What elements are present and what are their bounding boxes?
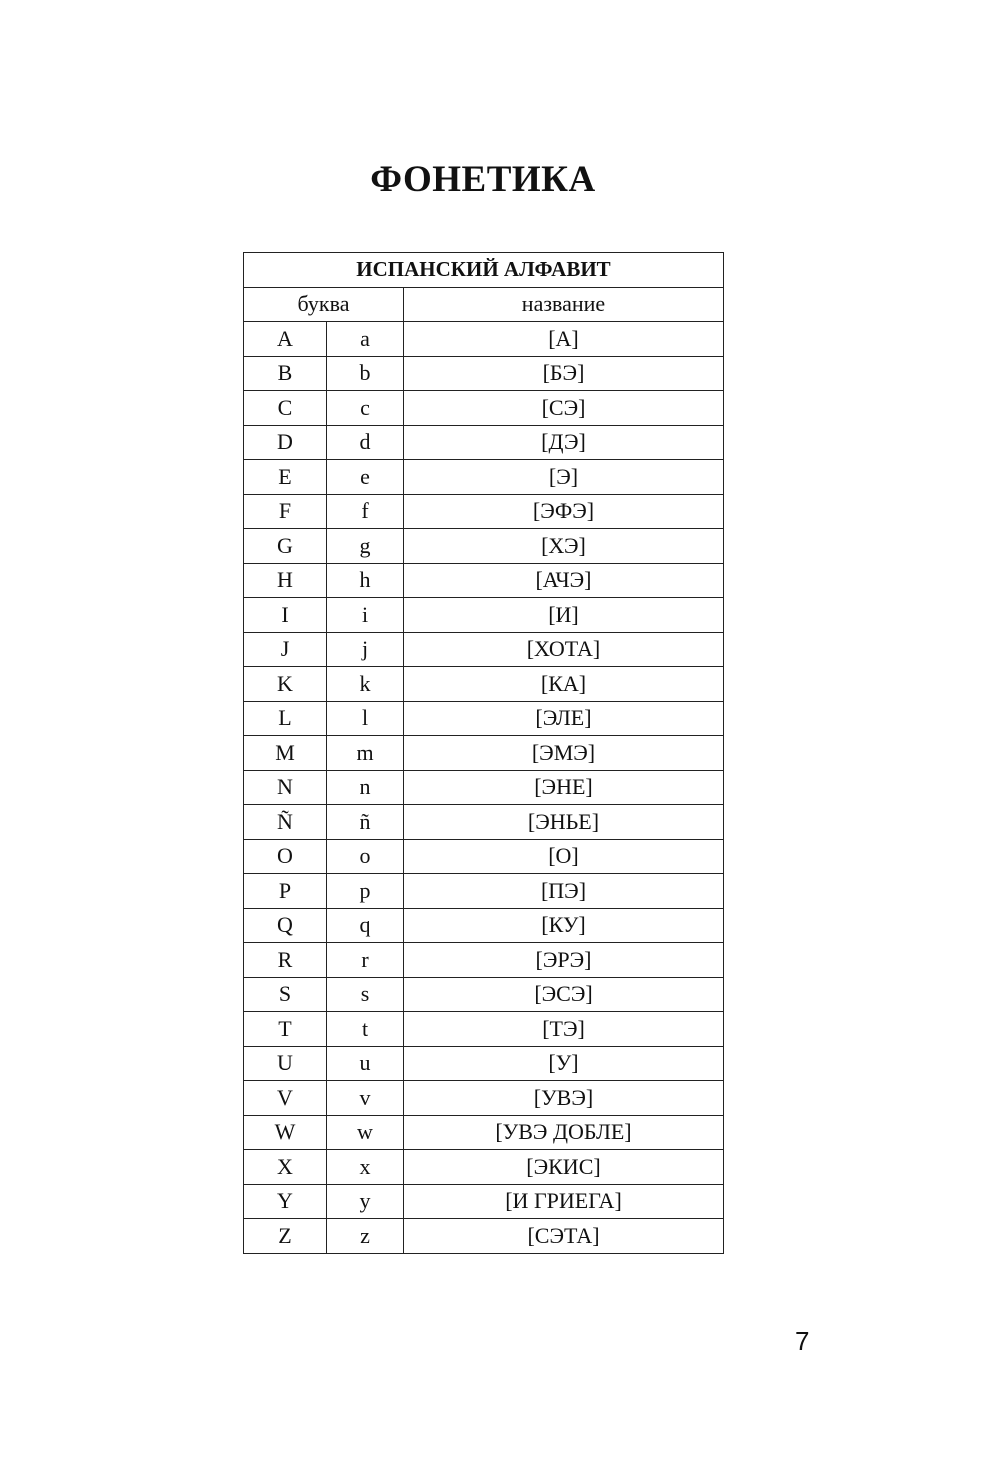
table-row [244, 839, 724, 874]
table-row [244, 701, 724, 736]
table-header-row [244, 287, 724, 322]
table-row [244, 529, 724, 564]
letter-uppercase: G [244, 529, 327, 564]
table-row [244, 356, 724, 391]
letter-uppercase: I [244, 598, 327, 633]
letter-name: [СЭТА] [404, 1219, 724, 1254]
table-row [244, 736, 724, 771]
letter-lowercase: j [327, 632, 404, 667]
letter-name: [У] [404, 1046, 724, 1081]
table-row [244, 1219, 724, 1254]
letter-name: [ЭСЭ] [404, 977, 724, 1012]
letter-lowercase: a [327, 322, 404, 357]
letter-lowercase: u [327, 1046, 404, 1081]
letter-lowercase: g [327, 529, 404, 564]
letter-name: [ЭФЭ] [404, 494, 724, 529]
letter-name: [КА] [404, 667, 724, 702]
letter-lowercase: s [327, 977, 404, 1012]
table-row [244, 425, 724, 460]
table-row [244, 632, 724, 667]
letter-uppercase: C [244, 391, 327, 426]
letter-name: [АЧЭ] [404, 563, 724, 598]
header-name: название [404, 287, 724, 322]
letter-uppercase: Q [244, 908, 327, 943]
letter-uppercase: N [244, 770, 327, 805]
letter-uppercase: Z [244, 1219, 327, 1254]
page-title: ФОНЕТИКА [370, 159, 596, 200]
letter-uppercase: R [244, 943, 327, 978]
letter-lowercase: v [327, 1081, 404, 1116]
letter-name: [И ГРИЕГА] [404, 1184, 724, 1219]
letter-name: [А] [404, 322, 724, 357]
spanish-alphabet-table [243, 252, 724, 1254]
table-row [244, 494, 724, 529]
letter-name: [ЭМЭ] [404, 736, 724, 771]
table-row [244, 1081, 724, 1116]
letter-lowercase: o [327, 839, 404, 874]
letter-lowercase: t [327, 1012, 404, 1047]
letter-uppercase: Ñ [244, 805, 327, 840]
letter-name: [ЭНЬЕ] [404, 805, 724, 840]
letter-lowercase: d [327, 425, 404, 460]
letter-name: [И] [404, 598, 724, 633]
letter-name: [ТЭ] [404, 1012, 724, 1047]
letter-uppercase: Y [244, 1184, 327, 1219]
table-row [244, 563, 724, 598]
letter-lowercase: q [327, 908, 404, 943]
letter-uppercase: K [244, 667, 327, 702]
letter-lowercase: m [327, 736, 404, 771]
letter-name: [УВЭ] [404, 1081, 724, 1116]
table-row [244, 943, 724, 978]
letter-name: [ПЭ] [404, 874, 724, 909]
table-row [244, 1115, 724, 1150]
header-letter: буква [244, 287, 404, 322]
letter-uppercase: A [244, 322, 327, 357]
letter-uppercase: M [244, 736, 327, 771]
letter-lowercase: w [327, 1115, 404, 1150]
table-row [244, 667, 724, 702]
letter-lowercase: n [327, 770, 404, 805]
letter-uppercase: O [244, 839, 327, 874]
table-row [244, 391, 724, 426]
letter-lowercase: f [327, 494, 404, 529]
table-row [244, 805, 724, 840]
table-row [244, 770, 724, 805]
letter-name: [О] [404, 839, 724, 874]
letter-lowercase: l [327, 701, 404, 736]
letter-lowercase: ñ [327, 805, 404, 840]
table-row [244, 322, 724, 357]
letter-uppercase: D [244, 425, 327, 460]
table-row [244, 908, 724, 943]
letter-name: [ХОТА] [404, 632, 724, 667]
letter-lowercase: e [327, 460, 404, 495]
table-row [244, 598, 724, 633]
letter-lowercase: r [327, 943, 404, 978]
letter-uppercase: P [244, 874, 327, 909]
table-row [244, 460, 724, 495]
table-row [244, 1046, 724, 1081]
letter-uppercase: L [244, 701, 327, 736]
letter-lowercase: b [327, 356, 404, 391]
letter-uppercase: S [244, 977, 327, 1012]
letter-lowercase: p [327, 874, 404, 909]
letter-uppercase: F [244, 494, 327, 529]
table-body [244, 322, 724, 1254]
letter-uppercase: E [244, 460, 327, 495]
letter-name: [СЭ] [404, 391, 724, 426]
letter-uppercase: V [244, 1081, 327, 1116]
letter-name: [ДЭ] [404, 425, 724, 460]
page-number: 7 [795, 1326, 810, 1356]
letter-uppercase: U [244, 1046, 327, 1081]
letter-lowercase: i [327, 598, 404, 633]
table-row [244, 874, 724, 909]
letter-name: [ЭКИС] [404, 1150, 724, 1185]
letter-lowercase: z [327, 1219, 404, 1254]
table-row [244, 1012, 724, 1047]
letter-name: [ЭЛЕ] [404, 701, 724, 736]
table-row [244, 1184, 724, 1219]
letter-name: [Э] [404, 460, 724, 495]
letter-lowercase: c [327, 391, 404, 426]
letter-lowercase: k [327, 667, 404, 702]
table-row [244, 977, 724, 1012]
letter-uppercase: H [244, 563, 327, 598]
letter-name: [КУ] [404, 908, 724, 943]
letter-uppercase: B [244, 356, 327, 391]
letter-lowercase: h [327, 563, 404, 598]
letter-name: [УВЭ ДОБЛЕ] [404, 1115, 724, 1150]
letter-lowercase: x [327, 1150, 404, 1185]
letter-lowercase: y [327, 1184, 404, 1219]
letter-name: [ЭРЭ] [404, 943, 724, 978]
table-caption: ИСПАНСКИЙ АЛФАВИТ [244, 253, 724, 288]
letter-uppercase: J [244, 632, 327, 667]
letter-uppercase: T [244, 1012, 327, 1047]
table-caption-row [244, 253, 724, 288]
letter-name: [ХЭ] [404, 529, 724, 564]
letter-name: [БЭ] [404, 356, 724, 391]
letter-uppercase: X [244, 1150, 327, 1185]
letter-name: [ЭНЕ] [404, 770, 724, 805]
table-row [244, 1150, 724, 1185]
letter-uppercase: W [244, 1115, 327, 1150]
